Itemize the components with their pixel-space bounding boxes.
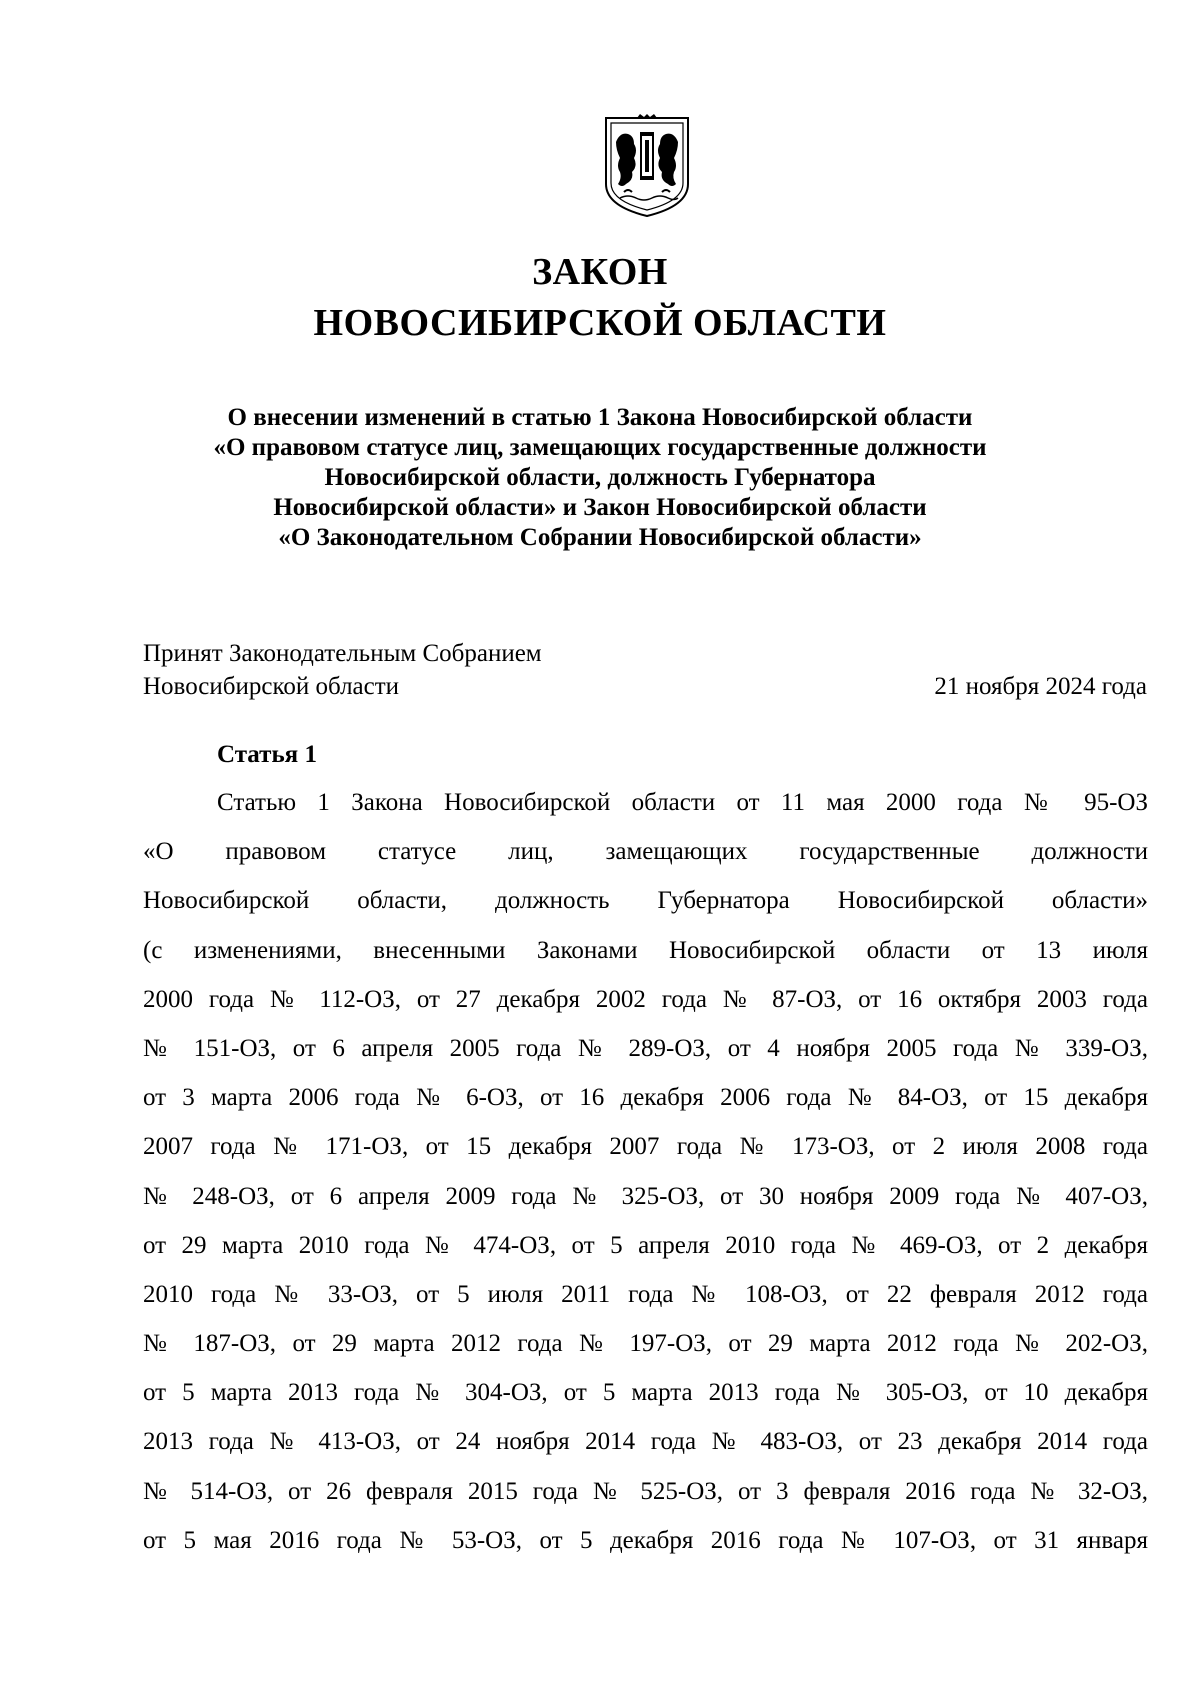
article-text-line: (с изменениями, внесенными Законами Новосибирской области от 13 июля <box>143 936 1148 964</box>
law-subject <box>100 403 1100 553</box>
article-heading: Статья 1 <box>217 741 317 768</box>
article-text-line: № 248-ОЗ, от 6 апреля 2009 года № 325-ОЗ, от 30 ноября 2009 года № 407-ОЗ, <box>143 1182 1148 1210</box>
article-body <box>143 786 1148 1573</box>
law-region: НОВОСИБИРСКОЙ ОБЛАСТИ <box>313 302 887 344</box>
article-text-line: Новосибирской области, должность Губернатора Новосибирской области» <box>143 887 1148 915</box>
adoption-line: Принят Законодательным Собранием <box>143 640 542 667</box>
subject-line: О внесении изменений в статью 1 Закона Новосибирской области <box>227 404 973 431</box>
article-text-line: Статью 1 Закона Новосибирской области от 11 мая 2000 года № 95-ОЗ <box>217 789 1148 816</box>
article-text-line: от 29 марта 2010 года № 474-ОЗ, от 5 апреля 2010 года № 469-ОЗ, от 2 декабря <box>143 1231 1148 1259</box>
article-text-line: 2010 года № 33-ОЗ, от 5 июля 2011 года № 108-ОЗ, от 22 февраля 2012 года <box>143 1280 1148 1308</box>
article-text-line: № 187-ОЗ, от 29 марта 2012 года № 197-ОЗ, от 29 марта 2012 года № 202-ОЗ, <box>143 1330 1148 1358</box>
subject-line: «О Законодательном Собрании Новосибирской области» <box>278 524 922 551</box>
subject-line: Новосибирской области, должность Губернатора <box>324 464 876 491</box>
article-text-line: от 3 марта 2006 года № 6-ОЗ, от 16 декабря 2006 года № 84-ОЗ, от 15 декабря <box>143 1084 1148 1112</box>
article-text-line: № 514-ОЗ, от 26 февраля 2015 года № 525-ОЗ, от 3 февраля 2016 года № 32-ОЗ, <box>143 1477 1148 1505</box>
adoption-date: 21 ноября 2024 года <box>934 673 1147 700</box>
article-text-line: 2007 года № 171-ОЗ, от 15 декабря 2007 года № 173-ОЗ, от 2 июля 2008 года <box>143 1133 1148 1161</box>
novosibirsk-coat-of-arms-icon <box>604 114 690 218</box>
law-title: ЗАКОН <box>532 251 668 293</box>
article-text-line: от 5 мая 2016 года № 53-ОЗ, от 5 декабря 2016 года № 107-ОЗ, от 31 января <box>143 1526 1148 1554</box>
article-text-line: «О правовом статусе лиц, замещающих государственные должности <box>143 838 1148 866</box>
article-text-line: № 151-ОЗ, от 6 апреля 2005 года № 289-ОЗ, от 4 ноября 2005 года № 339-ОЗ, <box>143 1034 1148 1062</box>
subject-line: Новосибирской области» и Закон Новосибирской области <box>273 494 927 521</box>
article-text-line: от 5 марта 2013 года № 304-ОЗ, от 5 марта 2013 года № 305-ОЗ, от 10 декабря <box>143 1379 1148 1407</box>
article-text-line: 2013 года № 413-ОЗ, от 24 ноября 2014 года № 483-ОЗ, от 23 декабря 2014 года <box>143 1428 1148 1456</box>
adoption-body <box>143 637 542 703</box>
subject-line: «О правовом статусе лиц, замещающих государственные должности <box>213 434 987 461</box>
adoption-line: Новосибирской области <box>143 673 400 700</box>
article-text-line: 2000 года № 112-ОЗ, от 27 декабря 2002 года № 87-ОЗ, от 16 октября 2003 года <box>143 985 1148 1013</box>
